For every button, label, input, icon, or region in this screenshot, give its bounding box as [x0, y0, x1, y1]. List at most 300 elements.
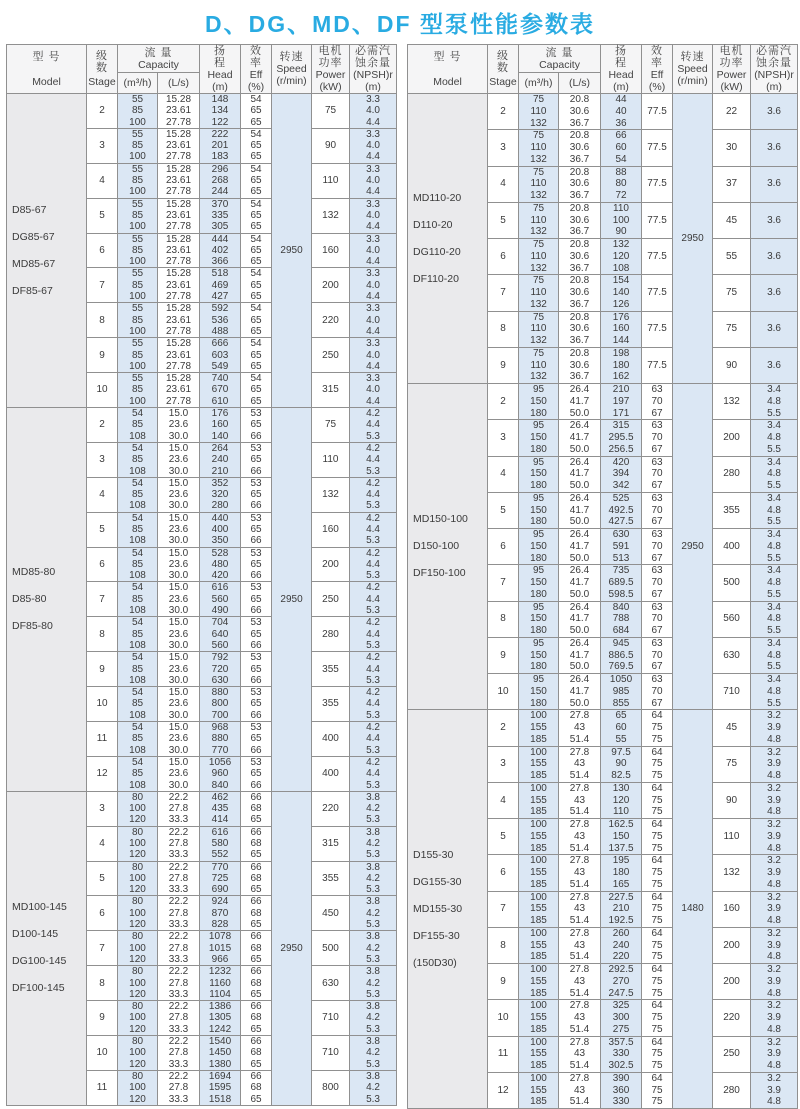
power-cell: 355	[312, 861, 350, 896]
capacity-m3h-cell: 55 85 100	[118, 198, 158, 233]
eff-cell: 64 75 75	[642, 927, 673, 963]
capacity-ls-cell: 22.2 27.8 33.3	[158, 826, 200, 861]
eff-cell: 63 70 67	[642, 565, 673, 601]
power-cell: 710	[312, 1036, 350, 1071]
power-cell: 315	[312, 826, 350, 861]
npsh-cell: 3.6	[751, 239, 798, 275]
power-cell: 710	[312, 1001, 350, 1036]
capacity-ls-cell: 20.8 30.6 36.7	[559, 166, 601, 202]
capacity-ls-cell: 15.28 23.61 27.78	[158, 163, 200, 198]
eff-cell: 53 65 66	[241, 512, 272, 547]
capacity-m3h-cell: 80 100 120	[118, 861, 158, 896]
capacity-ls-cell: 15.28 23.61 27.78	[158, 373, 200, 408]
stage-row	[7, 94, 397, 129]
capacity-ls-cell: 20.8 30.6 36.7	[559, 130, 601, 166]
model-cell: D155-30 DG155-30 MD155-30 DF155-30 (150D30)	[408, 710, 488, 1109]
eff-cell: 66 68 65	[241, 1001, 272, 1036]
capacity-m3h-cell: 54 85 108	[118, 442, 158, 477]
npsh-cell: 3.6	[751, 130, 798, 166]
power-cell: 110	[312, 163, 350, 198]
capacity-m3h-cell: 100 155 185	[519, 819, 559, 855]
npsh-cell: 3.6	[751, 202, 798, 238]
npsh-cell: 3.2 3.9 4.8	[751, 964, 798, 1000]
speed-cell: 2950	[272, 791, 312, 1105]
npsh-cell: 3.8 4.2 5.3	[350, 1036, 397, 1071]
power-cell: 400	[312, 722, 350, 757]
eff-cell: 54 65 65	[241, 338, 272, 373]
stage-cell: 9	[488, 964, 519, 1000]
capacity-m3h-cell: 54 85 108	[118, 582, 158, 617]
eff-cell: 64 75 75	[642, 819, 673, 855]
stage-cell: 6	[488, 529, 519, 565]
head-cell: 840 788 684	[601, 601, 642, 637]
npsh-cell: 3.6	[751, 347, 798, 383]
stage-cell: 12	[488, 1072, 519, 1108]
stage-cell: 10	[87, 373, 118, 408]
stage-cell: 11	[488, 1036, 519, 1072]
stage-row	[408, 384, 798, 420]
npsh-cell: 4.2 4.4 5.3	[350, 722, 397, 757]
col-header-power: 电机 功率 Power (kW)	[713, 45, 751, 94]
stage-cell: 4	[488, 782, 519, 818]
power-cell: 110	[713, 819, 751, 855]
eff-cell: 54 65 65	[241, 373, 272, 408]
power-cell: 132	[312, 477, 350, 512]
capacity-m3h-cell: 55 85 100	[118, 268, 158, 303]
npsh-cell: 3.4 4.8 5.5	[751, 456, 798, 492]
eff-cell: 64 75 75	[642, 891, 673, 927]
npsh-cell: 3.8 4.2 5.3	[350, 896, 397, 931]
npsh-cell: 3.8 4.2 5.3	[350, 861, 397, 896]
capacity-m3h-cell: 100 155 185	[519, 746, 559, 782]
eff-cell: 54 65 65	[241, 163, 272, 198]
npsh-cell: 3.8 4.2 5.3	[350, 1070, 397, 1105]
col-header-speed: 转速 Speed (r/min)	[673, 45, 713, 94]
table-header	[7, 45, 397, 94]
stage-cell: 6	[488, 239, 519, 275]
head-cell: 1694 1595 1518	[200, 1070, 241, 1105]
capacity-ls-cell: 27.8 43 51.4	[559, 782, 601, 818]
capacity-ls-cell: 22.2 27.8 33.3	[158, 966, 200, 1001]
power-cell: 75	[713, 275, 751, 311]
eff-cell: 77.5	[642, 311, 673, 347]
capacity-ls-cell: 15.0 23.6 30.0	[158, 722, 200, 757]
capacity-m3h-cell: 80 100 120	[118, 1070, 158, 1105]
npsh-cell: 4.2 4.4 5.3	[350, 756, 397, 791]
power-cell: 200	[713, 420, 751, 456]
power-cell: 250	[312, 338, 350, 373]
npsh-cell: 3.3 4.0 4.4	[350, 94, 397, 129]
capacity-m3h-cell: 95 150 180	[519, 492, 559, 528]
stage-cell: 2	[488, 710, 519, 746]
npsh-cell: 3.4 4.8 5.5	[751, 674, 798, 710]
npsh-cell: 3.4 4.8 5.5	[751, 565, 798, 601]
capacity-m3h-cell: 54 85 108	[118, 512, 158, 547]
power-cell: 630	[713, 637, 751, 673]
power-cell: 75	[312, 408, 350, 443]
speed-cell: 2950	[272, 408, 312, 792]
head-cell: 592 536 488	[200, 303, 241, 338]
eff-cell: 66 68 65	[241, 826, 272, 861]
head-cell: 518 469 427	[200, 268, 241, 303]
power-cell: 30	[713, 130, 751, 166]
power-cell: 160	[312, 512, 350, 547]
eff-cell: 64 75 75	[642, 746, 673, 782]
stage-cell: 7	[488, 891, 519, 927]
eff-cell: 64 75 75	[642, 1072, 673, 1108]
eff-cell: 53 65 66	[241, 687, 272, 722]
capacity-ls-cell: 15.0 23.6 30.0	[158, 442, 200, 477]
npsh-cell: 3.8 4.2 5.3	[350, 791, 397, 826]
capacity-m3h-cell: 80 100 120	[118, 931, 158, 966]
capacity-m3h-cell: 55 85 100	[118, 233, 158, 268]
power-cell: 280	[713, 456, 751, 492]
capacity-m3h-cell: 54 85 108	[118, 477, 158, 512]
capacity-m3h-cell: 95 150 180	[519, 674, 559, 710]
eff-cell: 53 65 66	[241, 756, 272, 791]
capacity-m3h-cell: 100 155 185	[519, 1036, 559, 1072]
pump-table-right	[407, 44, 798, 1109]
power-cell: 355	[312, 652, 350, 687]
capacity-m3h-cell: 75 110 132	[519, 239, 559, 275]
stage-row	[7, 408, 397, 443]
eff-cell: 53 65 66	[241, 477, 272, 512]
stage-cell: 7	[87, 268, 118, 303]
capacity-m3h-cell: 80 100 120	[118, 826, 158, 861]
head-cell: 968 880 770	[200, 722, 241, 757]
npsh-cell: 3.4 4.8 5.5	[751, 601, 798, 637]
stage-cell: 3	[87, 442, 118, 477]
power-cell: 90	[713, 347, 751, 383]
npsh-cell: 3.8 4.2 5.3	[350, 1001, 397, 1036]
npsh-cell: 3.3 4.0 4.4	[350, 373, 397, 408]
model-cell: MD100-145 D100-145 DG100-145 DF100-145	[7, 791, 87, 1105]
stage-cell: 7	[488, 565, 519, 601]
capacity-ls-cell: 15.28 23.61 27.78	[158, 198, 200, 233]
capacity-ls-cell: 15.28 23.61 27.78	[158, 94, 200, 129]
capacity-m3h-cell: 54 85 108	[118, 617, 158, 652]
eff-cell: 77.5	[642, 202, 673, 238]
npsh-cell: 3.2 3.9 4.8	[751, 1036, 798, 1072]
head-cell: 440 400 350	[200, 512, 241, 547]
stage-cell: 7	[87, 931, 118, 966]
col-header-power: 电机 功率 Power (kW)	[312, 45, 350, 94]
head-cell: 130 120 110	[601, 782, 642, 818]
col-header-capacity: 流 量 Capacity	[118, 45, 200, 73]
head-cell: 260 240 220	[601, 927, 642, 963]
stage-cell: 4	[87, 826, 118, 861]
head-cell: 148 134 122	[200, 94, 241, 129]
head-cell: 198 180 162	[601, 347, 642, 383]
stage-cell: 3	[87, 128, 118, 163]
col-header-stage: 级 数 Stage	[488, 45, 519, 94]
power-cell: 450	[312, 896, 350, 931]
eff-cell: 63 70 67	[642, 529, 673, 565]
head-cell: 525 492.5 427.5	[601, 492, 642, 528]
power-cell: 132	[713, 855, 751, 891]
capacity-ls-cell: 15.0 23.6 30.0	[158, 756, 200, 791]
eff-cell: 54 65 65	[241, 128, 272, 163]
power-cell: 500	[713, 565, 751, 601]
eff-cell: 63 70 67	[642, 384, 673, 420]
capacity-m3h-cell: 54 85 108	[118, 756, 158, 791]
power-cell: 710	[713, 674, 751, 710]
npsh-cell: 4.2 4.4 5.3	[350, 652, 397, 687]
col-header-npsh: 必需汽 蚀余量 (NPSH)r (m)	[751, 45, 798, 94]
capacity-m3h-cell: 80 100 120	[118, 1036, 158, 1071]
npsh-cell: 3.2 3.9 4.8	[751, 927, 798, 963]
capacity-ls-cell: 20.8 30.6 36.7	[559, 239, 601, 275]
capacity-m3h-cell: 75 110 132	[519, 166, 559, 202]
table-body-left	[7, 94, 397, 1106]
capacity-ls-cell: 15.28 23.61 27.78	[158, 338, 200, 373]
capacity-m3h-cell: 100 155 185	[519, 927, 559, 963]
capacity-ls-cell: 22.2 27.8 33.3	[158, 931, 200, 966]
capacity-ls-cell: 22.2 27.8 33.3	[158, 861, 200, 896]
eff-cell: 53 65 66	[241, 582, 272, 617]
capacity-ls-cell: 27.8 43 51.4	[559, 891, 601, 927]
stage-cell: 11	[87, 1070, 118, 1105]
eff-cell: 64 75 75	[642, 855, 673, 891]
npsh-cell: 3.8 4.2 5.3	[350, 931, 397, 966]
capacity-m3h-cell: 100 155 185	[519, 710, 559, 746]
power-cell: 55	[713, 239, 751, 275]
head-cell: 65 60 55	[601, 710, 642, 746]
head-cell: 616 560 490	[200, 582, 241, 617]
speed-cell: 2950	[673, 94, 713, 384]
capacity-m3h-cell: 54 85 108	[118, 547, 158, 582]
pump-table-left	[6, 44, 397, 1106]
power-cell: 400	[312, 756, 350, 791]
head-cell: 370 335 305	[200, 198, 241, 233]
head-cell: 1386 1305 1242	[200, 1001, 241, 1036]
capacity-ls-cell: 15.28 23.61 27.78	[158, 233, 200, 268]
col-header-model: 型 号 Model	[408, 45, 488, 94]
capacity-ls-cell: 26.4 41.7 50.0	[559, 529, 601, 565]
head-cell: 88 80 72	[601, 166, 642, 202]
stage-cell: 10	[488, 1000, 519, 1036]
npsh-cell: 3.4 4.8 5.5	[751, 529, 798, 565]
capacity-ls-cell: 15.0 23.6 30.0	[158, 652, 200, 687]
capacity-m3h-cell: 75 110 132	[519, 130, 559, 166]
capacity-ls-cell: 20.8 30.6 36.7	[559, 202, 601, 238]
capacity-ls-cell: 22.2 27.8 33.3	[158, 1070, 200, 1105]
eff-cell: 54 65 65	[241, 94, 272, 129]
stage-cell: 10	[87, 1036, 118, 1071]
capacity-ls-cell: 26.4 41.7 50.0	[559, 384, 601, 420]
npsh-cell: 3.6	[751, 311, 798, 347]
eff-cell: 64 75 75	[642, 1000, 673, 1036]
power-cell: 280	[312, 617, 350, 652]
capacity-m3h-cell: 95 150 180	[519, 601, 559, 637]
stage-cell: 5	[87, 861, 118, 896]
power-cell: 160	[312, 233, 350, 268]
head-cell: 945 886.5 769.5	[601, 637, 642, 673]
head-cell: 110 100 90	[601, 202, 642, 238]
stage-cell: 4	[87, 163, 118, 198]
capacity-ls-cell: 15.28 23.61 27.78	[158, 303, 200, 338]
npsh-cell: 3.2 3.9 4.8	[751, 1072, 798, 1108]
stage-cell: 6	[87, 233, 118, 268]
col-header-head: 扬 程 Head (m)	[200, 45, 241, 94]
power-cell: 200	[312, 547, 350, 582]
npsh-cell: 4.2 4.4 5.3	[350, 512, 397, 547]
eff-cell: 77.5	[642, 347, 673, 383]
npsh-cell: 4.2 4.4 5.3	[350, 408, 397, 443]
capacity-m3h-cell: 100 155 185	[519, 782, 559, 818]
capacity-ls-cell: 15.0 23.6 30.0	[158, 617, 200, 652]
eff-cell: 66 68 65	[241, 1036, 272, 1071]
npsh-cell: 3.6	[751, 275, 798, 311]
stage-cell: 11	[87, 722, 118, 757]
stage-cell: 6	[87, 547, 118, 582]
eff-cell: 64 75 75	[642, 782, 673, 818]
npsh-cell: 3.8 4.2 5.3	[350, 966, 397, 1001]
stage-cell: 3	[488, 746, 519, 782]
head-cell: 1540 1450 1380	[200, 1036, 241, 1071]
capacity-m3h-cell: 55 85 100	[118, 373, 158, 408]
npsh-cell: 3.8 4.2 5.3	[350, 826, 397, 861]
npsh-cell: 4.2 4.4 5.3	[350, 547, 397, 582]
capacity-ls-cell: 27.8 43 51.4	[559, 855, 601, 891]
power-cell: 800	[312, 1070, 350, 1105]
stage-cell: 5	[488, 492, 519, 528]
head-cell: 735 689.5 598.5	[601, 565, 642, 601]
eff-cell: 77.5	[642, 166, 673, 202]
capacity-m3h-cell: 75 110 132	[519, 347, 559, 383]
stage-cell: 5	[488, 819, 519, 855]
capacity-ls-cell: 27.8 43 51.4	[559, 927, 601, 963]
capacity-m3h-cell: 54 85 108	[118, 408, 158, 443]
eff-cell: 63 70 67	[642, 674, 673, 710]
capacity-m3h-cell: 100 155 185	[519, 855, 559, 891]
stage-cell: 7	[488, 275, 519, 311]
power-cell: 355	[713, 492, 751, 528]
power-cell: 75	[713, 746, 751, 782]
stage-cell: 6	[87, 896, 118, 931]
eff-cell: 66 68 65	[241, 931, 272, 966]
capacity-ls-cell: 27.8 43 51.4	[559, 746, 601, 782]
head-cell: 880 800 700	[200, 687, 241, 722]
stage-row	[408, 94, 798, 130]
npsh-cell: 3.3 4.0 4.4	[350, 128, 397, 163]
capacity-ls-cell: 20.8 30.6 36.7	[559, 311, 601, 347]
capacity-m3h-cell: 55 85 100	[118, 94, 158, 129]
col-header-ls: (L/s)	[559, 73, 601, 94]
eff-cell: 53 65 66	[241, 652, 272, 687]
eff-cell: 77.5	[642, 130, 673, 166]
head-cell: 162.5 150 137.5	[601, 819, 642, 855]
head-cell: 222 201 183	[200, 128, 241, 163]
eff-cell: 63 70 67	[642, 420, 673, 456]
npsh-cell: 3.4 4.8 5.5	[751, 384, 798, 420]
npsh-cell: 3.2 3.9 4.8	[751, 819, 798, 855]
eff-cell: 77.5	[642, 275, 673, 311]
npsh-cell: 3.6	[751, 94, 798, 130]
head-cell: 296 268 244	[200, 163, 241, 198]
eff-cell: 53 65 66	[241, 617, 272, 652]
npsh-cell: 3.6	[751, 166, 798, 202]
stage-cell: 8	[87, 617, 118, 652]
model-cell: MD85-80 D85-80 DF85-80	[7, 408, 87, 792]
power-cell: 110	[312, 442, 350, 477]
npsh-cell: 3.3 4.0 4.4	[350, 338, 397, 373]
capacity-ls-cell: 26.4 41.7 50.0	[559, 637, 601, 673]
head-cell: 630 591 513	[601, 529, 642, 565]
power-cell: 75	[713, 311, 751, 347]
model-cell: D85-67 DG85-67 MD85-67 DF85-67	[7, 94, 87, 408]
col-header-capacity: 流 量 Capacity	[519, 45, 601, 73]
npsh-cell: 3.2 3.9 4.8	[751, 746, 798, 782]
col-header-m3h: (m³/h)	[519, 73, 559, 94]
eff-cell: 66 68 65	[241, 966, 272, 1001]
capacity-m3h-cell: 95 150 180	[519, 420, 559, 456]
head-cell: 462 435 414	[200, 791, 241, 826]
npsh-cell: 3.3 4.0 4.4	[350, 198, 397, 233]
eff-cell: 66 68 65	[241, 1070, 272, 1105]
head-cell: 195 180 165	[601, 855, 642, 891]
head-cell: 154 140 126	[601, 275, 642, 311]
capacity-ls-cell: 15.0 23.6 30.0	[158, 687, 200, 722]
npsh-cell: 3.2 3.9 4.8	[751, 1000, 798, 1036]
power-cell: 560	[713, 601, 751, 637]
npsh-cell: 3.2 3.9 4.8	[751, 855, 798, 891]
stage-cell: 8	[488, 311, 519, 347]
stage-cell: 3	[488, 420, 519, 456]
power-cell: 200	[713, 964, 751, 1000]
capacity-m3h-cell: 100 155 185	[519, 964, 559, 1000]
power-cell: 500	[312, 931, 350, 966]
eff-cell: 53 65 66	[241, 722, 272, 757]
npsh-cell: 3.2 3.9 4.8	[751, 891, 798, 927]
stage-cell: 9	[488, 637, 519, 673]
stage-cell: 9	[488, 347, 519, 383]
eff-cell: 77.5	[642, 239, 673, 275]
head-cell: 176 160 144	[601, 311, 642, 347]
capacity-m3h-cell: 55 85 100	[118, 338, 158, 373]
stage-cell: 3	[488, 130, 519, 166]
capacity-m3h-cell: 80 100 120	[118, 896, 158, 931]
power-cell: 250	[312, 582, 350, 617]
capacity-ls-cell: 27.8 43 51.4	[559, 819, 601, 855]
head-cell: 924 870 828	[200, 896, 241, 931]
stage-row	[7, 791, 397, 826]
power-cell: 630	[312, 966, 350, 1001]
power-cell: 160	[713, 891, 751, 927]
head-cell: 132 120 108	[601, 239, 642, 275]
stage-row	[408, 710, 798, 746]
stage-cell: 2	[488, 94, 519, 130]
capacity-ls-cell: 26.4 41.7 50.0	[559, 565, 601, 601]
stage-cell: 5	[87, 198, 118, 233]
capacity-m3h-cell: 100 155 185	[519, 1000, 559, 1036]
capacity-ls-cell: 22.2 27.8 33.3	[158, 791, 200, 826]
npsh-cell: 4.2 4.4 5.3	[350, 442, 397, 477]
stage-cell: 4	[488, 166, 519, 202]
capacity-m3h-cell: 75 110 132	[519, 94, 559, 130]
eff-cell: 64 75 75	[642, 1036, 673, 1072]
table-header	[408, 45, 798, 94]
eff-cell: 54 65 65	[241, 233, 272, 268]
capacity-ls-cell: 27.8 43 51.4	[559, 710, 601, 746]
capacity-ls-cell: 27.8 43 51.4	[559, 1036, 601, 1072]
model-cell: MD150-100 D150-100 DF150-100	[408, 384, 488, 710]
stage-cell: 12	[87, 756, 118, 791]
power-cell: 90	[713, 782, 751, 818]
stage-cell: 6	[488, 855, 519, 891]
stage-cell: 8	[87, 303, 118, 338]
head-cell: 44 40 36	[601, 94, 642, 130]
